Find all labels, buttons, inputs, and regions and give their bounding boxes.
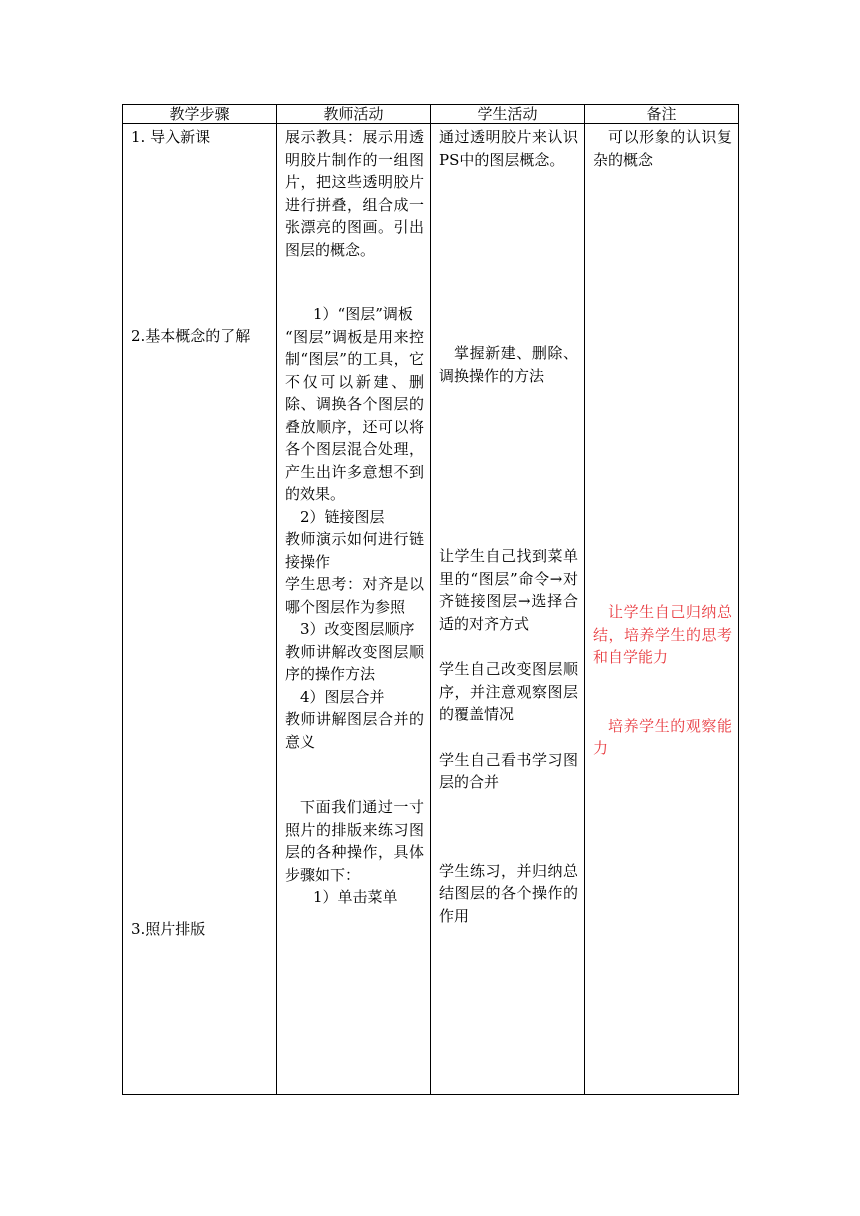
step-column [123, 124, 277, 1095]
student-merge: 学生自己看书学习图层的合并 [439, 750, 578, 791]
teacher-layers-panel-body: “图层”调板是用来控制“图层”的工具，它不仅可以新建、删除、调换各个图层的叠放顺序，还可以将各个图层混合处理，产生出许多意想不到的效果。 [285, 327, 424, 503]
teacher-order-body: 教师讲解改变图层顺序的操作方法 [285, 642, 424, 683]
table-row [123, 124, 739, 1095]
student-link: 让学生自己找到菜单里的“图层”命令→对齐链接图层→选择合适的对齐方式 [439, 547, 578, 633]
step-2: 2.基本概念的了解 [131, 326, 251, 345]
teacher-layers-panel-title: 1）“图层”调板 [313, 305, 413, 323]
header-step: 教学步骤 [123, 105, 277, 124]
teacher-link-think: 学生思考：对齐是以哪个图层作为参照 [285, 575, 424, 616]
teacher-link-title: 2）链接图层 [300, 507, 385, 526]
notes-column [585, 124, 739, 1095]
note-observation: 培养学生的观察能力 [593, 716, 732, 757]
teacher-photo-body: 下面我们通过一寸照片的排版来练习图层的各种操作，具体步骤如下： [285, 798, 424, 884]
teacher-order-title: 3）改变图层顺序 [300, 620, 415, 638]
teacher-intro: 展示教具：展示用透明胶片制作的一组图片，把这些透明胶片进行拼叠，组合成一张漂亮的图画。引出图层的概念。 [285, 128, 424, 259]
student-layers-panel: 掌握新建、删除、调换操作的方法 [439, 344, 578, 385]
header-notes: 备注 [585, 105, 739, 124]
lesson-plan-table [122, 104, 739, 1095]
teacher-column [277, 124, 431, 1095]
teacher-merge-title: 4）图层合并 [300, 687, 385, 706]
header-row [123, 105, 739, 124]
note-intro: 可以形象的认识复杂的概念 [593, 128, 732, 169]
student-column [431, 124, 585, 1095]
step-3: 3.照片排版 [131, 920, 206, 938]
student-order: 学生自己改变图层顺序，并注意观察图层的覆盖情况 [439, 660, 578, 723]
header-student: 学生活动 [431, 105, 585, 124]
teacher-link-body: 教师演示如何进行链接操作 [285, 530, 424, 571]
header-teacher: 教师活动 [277, 105, 431, 124]
teacher-merge-body: 教师讲解图层合并的意义 [285, 710, 424, 751]
teacher-photo-step: 1）单击菜单 [313, 888, 398, 906]
step-1: 1. 导入新课 [131, 128, 211, 146]
student-intro: 通过透明胶片来认识PS中的图层概念。 [439, 128, 578, 169]
note-self-learning: 让学生自己归纳总结，培养学生的思考和自学能力 [593, 603, 732, 666]
student-photo: 学生练习，并归纳总结图层的各个操作的作用 [439, 861, 578, 925]
